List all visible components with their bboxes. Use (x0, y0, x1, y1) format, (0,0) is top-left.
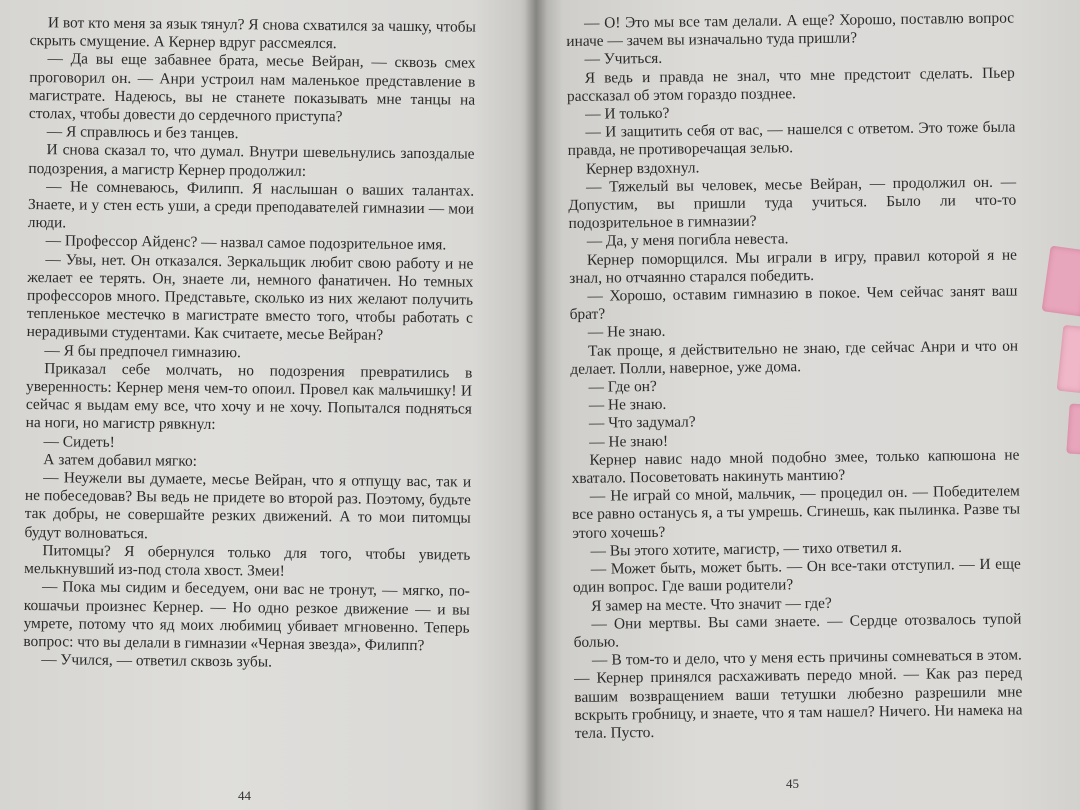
paragraph: — Вы этого хотите, магистр, — тихо ответил я. (590, 538, 903, 560)
paragraph: — Не знаю! (589, 432, 669, 451)
paragraph: — Не играй со мной, мальчик, — процедил он. — Победителем все равно останусь я, а ты умрешь. Сгинешь, как пылинка. Разве ты этого хочешь? (572, 482, 1021, 542)
right-page-text (566, 10, 1023, 744)
paragraph: — Я бы предпочел гимназию. (44, 341, 241, 361)
paragraph: — Хорошо, оставим гимназию в покое. Чем сейчас занят ваш брат? (569, 282, 1018, 324)
paragraph: Так проще, я действительно не знаю, где сейчас Анри и что он делает. Полли, наверное, уже дома. (570, 337, 1019, 378)
paragraph: — О! Это мы все там делали. А еще? Хорошо, поставлю вопрос иначе — зачем вы изначально туда пришли? (566, 9, 1015, 51)
paragraph: Кернер навис надо мной подобно змее, только капюшона не хватало. Посоветовать накинуть мантию? (571, 446, 1020, 488)
paragraph: — Увы, нет. Он отказался. Зеркальщик любит свою работу и не желает ее терять. Он, знаете ли, немного фанатичен. Но темных профессоров много. Представьте, сколько из них желают получить тепленькое местечко в магистрате вместо того, чтобы работать с нерадивыми студентами. Как считаете, месье Вейран? (26, 250, 474, 345)
right-page (536, 0, 1080, 810)
paragraph: — Учиться. (584, 50, 663, 69)
left-page-text (23, 14, 476, 674)
paragraph: И снова сказал то, что думал. Внутри шевельнулись запоздалые подозрения, а магистр Кернер продолжил: (28, 141, 475, 180)
paragraph: — Может быть, может быть. — Он все-таки отступил. — И еще один вопрос. Где ваши родители? (572, 555, 1021, 597)
paragraph: — Тяжелый вы человек, месье Вейран, — продолжил он. — Допустим, вы пришли туда учиться. Было ли что-то подозрительное в гимназии? (568, 173, 1017, 233)
paragraph: — И только? (585, 104, 670, 123)
paragraph: — Они мертвы. Вы сами знаете. — Сердце отозвалось тупой болью. (573, 610, 1022, 651)
paragraph: — В том-то и дело, что у меня есть причины сомневаться в этом. — Кернер принялся расхаживать передо мной. — Как раз перед вашим возвращением ваши тетушки любезно разрешили мне вскрыть гробницу, и знаете, что я там нашел? Ничего. Ни намека на тела. Пусто. (574, 646, 1023, 742)
paragraph: А затем добавил мягко: (43, 451, 198, 470)
paragraph: — Я справлюсь и без танцев. (46, 123, 239, 143)
paragraph: — Да, у меня погибла невеста. (586, 230, 789, 251)
sticky-note-flag (1042, 246, 1080, 317)
paragraph: — Пока мы сидим и беседуем, они вас не тронут, — мягко, по-кошачьи произнес Кернер. — Но одно резкое движение — и вы умрете, потому что яд моих любимиц убивает мгновенно. Теперь вопрос: что вы делали в гимназии «Черная звезда», Филипп? (23, 578, 471, 655)
paragraph: — Неужели вы думаете, месье Вейран, что я отпущу вас, так и не побеседовав? Вы ведь не придете во второй раз. Поэтому, будьте так добры, не совершайте резких движений. А то мои питомцы будут волноваться. (24, 469, 472, 542)
page-number: 44 (238, 788, 251, 803)
paragraph: — Не знаю. (587, 323, 666, 342)
paragraph: Кернер поморщился. Мы играли в игру, правил которой я не знал, но отчаянно старался победить. (569, 246, 1018, 287)
paragraph: — Сидеть! (43, 432, 115, 451)
book-gutter (525, 0, 547, 810)
sticky-note-flag (1057, 325, 1080, 393)
paragraph: — Что задумал? (588, 413, 696, 433)
paragraph: — Не знаю. (588, 396, 667, 415)
paragraph: — Не сомневаюсь, Филипп. Я наслышан о ваших талантах. Знаете, и у стен есть уши, а среди преподавателей гимназии — мои люди. (27, 178, 475, 232)
paragraph: И вот кто меня за язык тянул? Я снова схватился за чашку, чтобы скрыть смущение. А Кернер вдруг рассмеялся. (29, 14, 476, 53)
paragraph: — Да вы еще забавнее брата, месье Вейран, — сквозь смех проговорил он. — Анри устроил нам маленькое представление в магистрате. Надеюсь, вы не станете показывать мне танцы на столах, чтобы довести до сердечного приступа? (28, 50, 476, 126)
paragraph: Я замер на месте. Что значит — где? (591, 594, 832, 615)
paragraph: — Учился, — ответил сквозь зубы. (41, 651, 273, 671)
paragraph: Кернер вздохнул. (585, 159, 700, 178)
page-number: 45 (786, 776, 799, 791)
paragraph: — Где он? (588, 377, 657, 396)
paragraph: Питомцы? Я обернулся только для того, чтобы увидеть мелькнувший из-под стола хвост. Змеи! (24, 542, 471, 580)
paragraph: — Профессор Айденс? — назвал самое подозрительное имя. (45, 232, 447, 254)
sticky-note-flag (1066, 403, 1080, 454)
paragraph: Приказал себе молчать, но подозрения превратились в уверенность: Кернер меня чем-то опоил. Провел как мальчишку! И сейчас я выдам ему все, что хочу и не хочу. Попытался подняться на ноги, но магистр рявкнул: (25, 360, 473, 434)
left-page (0, 0, 536, 810)
paragraph: Я ведь и правда не знал, что мне предстоит сделать. Пьер рассказал об этом гораздо позднее. (566, 64, 1015, 105)
paragraph: — И защитить себя от вас, — нашелся с ответом. Это тоже была правда, не противоречащая зелью. (567, 118, 1016, 160)
